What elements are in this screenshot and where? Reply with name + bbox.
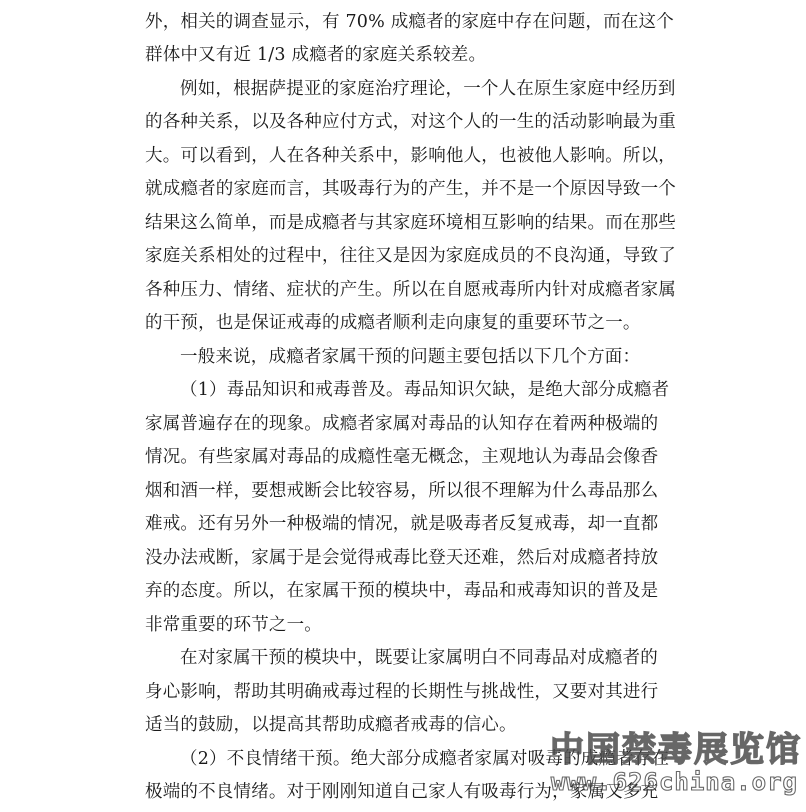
text-line: 家属普遍存在的现象。成瘾者家属对毒品的认知存在着两种极端的 — [145, 414, 659, 434]
text-line: 外，相关的调查显示，有 70% 成瘾者的家庭中存在问题，而在这个 — [145, 12, 674, 32]
text-line: 极端的不良情绪。对于刚刚知道自己家人有吸毒行为，家属又多充 — [145, 782, 659, 802]
paragraph-start-line: （2）不良情绪干预。绝大部分成瘾者家属对吸毒的成瘾者存在 — [180, 749, 670, 769]
text-line: 身心影响，帮助其明确戒毒过程的长期性与挑战性，又要对其进行 — [145, 682, 659, 702]
text-line: 非常重要的环节之一。 — [145, 615, 322, 635]
text-line: 各种压力、情绪、症状的产生。所以在自愿戒毒所内针对成瘾者家属 — [145, 280, 676, 300]
text-line: 群体中又有近 1/3 成瘾者的家庭关系较差。 — [145, 45, 487, 65]
paragraph-start-line: 例如，根据萨提亚的家庭治疗理论，一个人在原生家庭中经历到 — [180, 79, 676, 99]
text-line: 没办法戒断，家属于是会觉得戒毒比登天还难，然后对成瘾者持放 — [145, 548, 659, 568]
text-line: 难戒。还有另外一种极端的情况，就是吸毒者反复戒毒，却一直都 — [145, 514, 659, 534]
text-line: 烟和酒一样，要想戒断会比较容易，所以很不理解为什么毒品那么 — [145, 481, 659, 501]
text-line: 弃的态度。所以，在家属干预的模块中，毒品和戒毒知识的普及是 — [145, 581, 659, 601]
watermark-title: 中国禁毒展览馆 — [550, 730, 802, 770]
text-line: 大。可以看到，人在各种关系中，影响他人，也被他人影响。所以， — [145, 146, 676, 166]
text-line: 适当的鼓励，以提高其帮助成瘾者戒毒的信心。 — [145, 715, 517, 735]
paragraph-start-line: 在对家属干预的模块中，既要让家属明白不同毒品对成瘾者的 — [180, 648, 658, 668]
watermark-url: www.626china.org — [550, 768, 798, 796]
text-line: 就成瘾者的家庭而言，其吸毒行为的产生，并不是一个原因导致一个 — [145, 179, 676, 199]
text-line: 家庭关系相处的过程中，往往又是因为家庭成员的不良沟通，导致了 — [145, 246, 676, 266]
paragraph-start-line: （1）毒品知识和戒毒普及。毒品知识欠缺，是绝大部分成瘾者 — [180, 380, 670, 400]
text-line: 的干预，也是保证戒毒的成瘾者顺利走向康复的重要环节之一。 — [145, 313, 641, 333]
text-line: 情况。有些家属对毒品的成瘾性毫无概念，主观地认为毒品会像香 — [145, 447, 659, 467]
text-line: 结果这么简单，而是成瘾者与其家庭环境相互影响的结果。而在那些 — [145, 213, 676, 233]
paragraph-start-line: 一般来说，成瘾者家属干预的问题主要包括以下几个方面： — [180, 347, 641, 367]
site-watermark — [472, 718, 802, 808]
text-line: 的各种关系，以及各种应付方式，对这个人的一生的活动影响最为重 — [145, 112, 676, 132]
